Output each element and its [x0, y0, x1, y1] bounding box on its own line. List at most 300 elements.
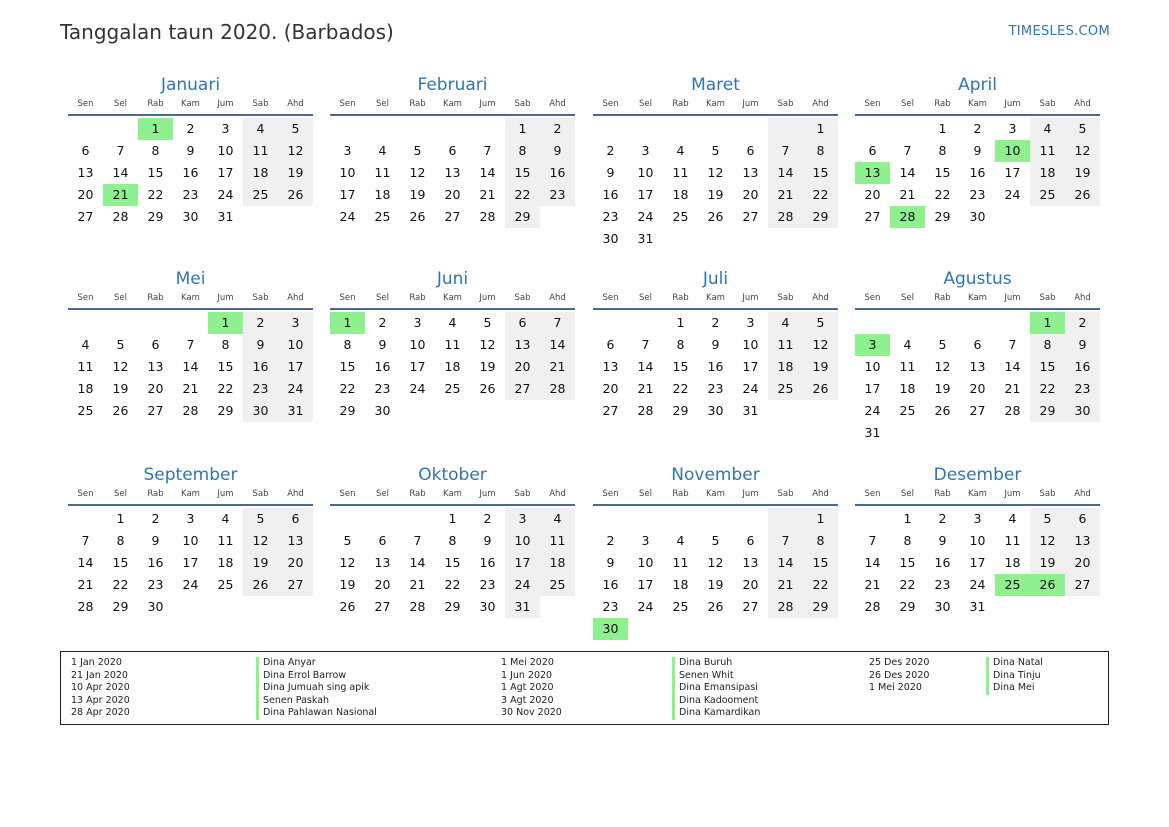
day-cell[interactable]: 29 [505, 206, 540, 228]
day-cell[interactable]: 6 [606, 337, 615, 352]
day-cell[interactable]: 27 [77, 209, 94, 224]
day-cell[interactable]: 15 [1030, 356, 1065, 378]
day-cell[interactable]: 24 [1004, 187, 1021, 202]
day-cell[interactable]: 14 [864, 555, 881, 570]
day-cell[interactable]: 10 [278, 334, 313, 356]
day-cell[interactable]: 10 [637, 165, 654, 180]
day-cell[interactable]: 27 [1065, 574, 1100, 596]
day-cell[interactable]: 26 [339, 599, 356, 614]
day-cell[interactable]: 20 [864, 187, 881, 202]
day-cell[interactable]: 7 [81, 533, 90, 548]
day-cell[interactable]: 19 [707, 187, 724, 202]
day-cell[interactable]: 11 [768, 334, 803, 356]
day-cell[interactable]: 13 [742, 555, 759, 570]
day-cell[interactable]: 30 [243, 400, 278, 422]
day-cell[interactable]: 17 [217, 165, 234, 180]
day-cell[interactable]: 11 [899, 359, 916, 374]
day-cell[interactable]: 31 [969, 599, 986, 614]
day-cell[interactable]: 7 [186, 337, 195, 352]
day-cell[interactable]: 19 [243, 552, 278, 574]
day-cell[interactable]: 28 [112, 209, 129, 224]
day-cell[interactable]: 10 [182, 533, 199, 548]
day-cell[interactable]: 19 [934, 381, 951, 396]
day-cell[interactable]: 18 [899, 381, 916, 396]
day-cell[interactable]: 31 [864, 425, 881, 440]
day-cell[interactable]: 1 [116, 511, 125, 526]
day-cell[interactable]: 24 [864, 403, 881, 418]
day-cell[interactable]: 29 [899, 599, 916, 614]
day-cell[interactable]: 11 [540, 530, 575, 552]
day-cell[interactable]: 23 [602, 209, 619, 224]
day-cell[interactable]: 25 [672, 599, 689, 614]
day-cell[interactable]: 31 [505, 596, 540, 618]
day-cell[interactable]: 21 [479, 187, 496, 202]
day-cell[interactable]: 12 [707, 555, 724, 570]
day-cell[interactable]: 6 [746, 143, 755, 158]
day-cell[interactable]: 31 [278, 400, 313, 422]
day-cell[interactable]: 30 [969, 209, 986, 224]
day-cell[interactable]: 30 [707, 403, 724, 418]
day-cell[interactable]: 22 [934, 187, 951, 202]
day-cell[interactable]: 6 [448, 143, 457, 158]
day-cell[interactable]: 18 [243, 162, 278, 184]
day-cell[interactable]: 28 [182, 403, 199, 418]
day-cell[interactable]: 5 [1030, 508, 1065, 530]
day-cell[interactable]: 12 [1030, 530, 1065, 552]
day-cell[interactable]: 17 [969, 555, 986, 570]
day-cell[interactable]: 22 [803, 574, 838, 596]
day-cell[interactable]: 4 [221, 511, 230, 526]
day-cell[interactable]: 14 [112, 165, 129, 180]
day-cell[interactable]: 8 [116, 533, 125, 548]
day-cell[interactable]: 25 [540, 574, 575, 596]
day-cell[interactable]: 5 [343, 533, 352, 548]
day-cell[interactable]: 5 [803, 312, 838, 334]
day-cell[interactable]: 11 [77, 359, 94, 374]
day-cell[interactable]: 3 [186, 511, 195, 526]
day-cell[interactable]: 22 [112, 577, 129, 592]
day-cell[interactable]: 16 [934, 555, 951, 570]
day-cell[interactable]: 2 [606, 533, 615, 548]
day-cell[interactable]: 3 [1008, 121, 1017, 136]
day-cell[interactable]: 17 [637, 577, 654, 592]
day-cell[interactable]: 31 [217, 209, 234, 224]
day-cell[interactable]: 3 [641, 143, 650, 158]
day-cell[interactable]: 6 [81, 143, 90, 158]
day-cell[interactable]: 21 [768, 574, 803, 596]
day-cell[interactable]: 10 [409, 337, 426, 352]
day-cell[interactable]: 8 [938, 143, 947, 158]
day-cell[interactable]: 14 [540, 334, 575, 356]
day-cell[interactable]: 16 [602, 187, 619, 202]
day-cell[interactable]: 30 [479, 599, 496, 614]
day-cell[interactable]: 9 [483, 533, 492, 548]
day-cell[interactable]: 7 [116, 143, 125, 158]
day-cell[interactable]: 15 [899, 555, 916, 570]
day-cell[interactable]: 22 [444, 577, 461, 592]
holiday-day-cell[interactable]: 26 [1030, 574, 1065, 596]
day-cell[interactable]: 24 [278, 378, 313, 400]
day-cell[interactable]: 26 [803, 378, 838, 400]
day-cell[interactable]: 14 [637, 359, 654, 374]
day-cell[interactable]: 13 [969, 359, 986, 374]
day-cell[interactable]: 19 [1065, 162, 1100, 184]
day-cell[interactable]: 7 [1008, 337, 1017, 352]
day-cell[interactable]: 20 [374, 577, 391, 592]
day-cell[interactable]: 27 [742, 209, 759, 224]
day-cell[interactable]: 7 [413, 533, 422, 548]
day-cell[interactable]: 24 [637, 209, 654, 224]
day-cell[interactable]: 26 [707, 209, 724, 224]
day-cell[interactable]: 21 [182, 381, 199, 396]
day-cell[interactable]: 12 [339, 555, 356, 570]
day-cell[interactable]: 3 [221, 121, 230, 136]
day-cell[interactable]: 19 [707, 577, 724, 592]
day-cell[interactable]: 4 [903, 337, 912, 352]
holiday-day-cell[interactable]: 21 [103, 184, 138, 206]
day-cell[interactable]: 7 [483, 143, 492, 158]
day-cell[interactable]: 14 [768, 162, 803, 184]
day-cell[interactable]: 11 [1004, 533, 1021, 548]
day-cell[interactable]: 29 [803, 596, 838, 618]
day-cell[interactable]: 18 [768, 356, 803, 378]
day-cell[interactable]: 13 [742, 165, 759, 180]
day-cell[interactable]: 26 [1065, 184, 1100, 206]
day-cell[interactable]: 9 [973, 143, 982, 158]
day-cell[interactable]: 10 [742, 337, 759, 352]
day-cell[interactable]: 11 [243, 140, 278, 162]
day-cell[interactable]: 23 [707, 381, 724, 396]
day-cell[interactable]: 2 [711, 315, 720, 330]
day-cell[interactable]: 1 [505, 118, 540, 140]
day-cell[interactable]: 10 [864, 359, 881, 374]
day-cell[interactable]: 16 [374, 359, 391, 374]
day-cell[interactable]: 11 [1030, 140, 1065, 162]
day-cell[interactable]: 23 [182, 187, 199, 202]
day-cell[interactable]: 25 [768, 378, 803, 400]
day-cell[interactable]: 27 [505, 378, 540, 400]
day-cell[interactable]: 26 [278, 184, 313, 206]
day-cell[interactable]: 22 [147, 187, 164, 202]
day-cell[interactable]: 21 [768, 184, 803, 206]
day-cell[interactable]: 14 [768, 552, 803, 574]
day-cell[interactable]: 1 [903, 511, 912, 526]
day-cell[interactable]: 6 [973, 337, 982, 352]
day-cell[interactable]: 8 [221, 337, 230, 352]
day-cell[interactable]: 8 [448, 533, 457, 548]
day-cell[interactable]: 20 [147, 381, 164, 396]
day-cell[interactable]: 16 [479, 555, 496, 570]
day-cell[interactable]: 7 [903, 143, 912, 158]
day-cell[interactable]: 4 [378, 143, 387, 158]
day-cell[interactable]: 18 [77, 381, 94, 396]
day-cell[interactable]: 28 [637, 403, 654, 418]
day-cell[interactable]: 4 [1030, 118, 1065, 140]
day-cell[interactable]: 23 [1065, 378, 1100, 400]
day-cell[interactable]: 2 [1065, 312, 1100, 334]
day-cell[interactable]: 19 [278, 162, 313, 184]
day-cell[interactable]: 22 [672, 381, 689, 396]
day-cell[interactable]: 26 [934, 403, 951, 418]
day-cell[interactable]: 9 [711, 337, 720, 352]
day-cell[interactable]: 23 [969, 187, 986, 202]
holiday-day-cell[interactable]: 1 [208, 312, 243, 334]
day-cell[interactable]: 6 [746, 533, 755, 548]
day-cell[interactable]: 15 [339, 359, 356, 374]
day-cell[interactable]: 24 [637, 599, 654, 614]
day-cell[interactable]: 27 [444, 209, 461, 224]
day-cell[interactable]: 2 [540, 118, 575, 140]
day-cell[interactable]: 16 [969, 165, 986, 180]
day-cell[interactable]: 12 [278, 140, 313, 162]
day-cell[interactable]: 10 [969, 533, 986, 548]
day-cell[interactable]: 2 [606, 143, 615, 158]
day-cell[interactable]: 3 [746, 315, 755, 330]
day-cell[interactable]: 8 [803, 530, 838, 552]
day-cell[interactable]: 8 [151, 143, 160, 158]
day-cell[interactable]: 15 [803, 552, 838, 574]
day-cell[interactable]: 16 [147, 555, 164, 570]
day-cell[interactable]: 2 [973, 121, 982, 136]
day-cell[interactable]: 15 [444, 555, 461, 570]
day-cell[interactable]: 9 [186, 143, 195, 158]
day-cell[interactable]: 8 [803, 140, 838, 162]
day-cell[interactable]: 25 [243, 184, 278, 206]
day-cell[interactable]: 11 [672, 165, 689, 180]
day-cell[interactable]: 18 [540, 552, 575, 574]
day-cell[interactable]: 15 [672, 359, 689, 374]
day-cell[interactable]: 17 [864, 381, 881, 396]
day-cell[interactable]: 19 [803, 356, 838, 378]
day-cell[interactable]: 30 [602, 231, 619, 246]
day-cell[interactable]: 25 [899, 403, 916, 418]
holiday-day-cell[interactable]: 1 [330, 312, 365, 334]
day-cell[interactable]: 15 [934, 165, 951, 180]
day-cell[interactable]: 29 [147, 209, 164, 224]
day-cell[interactable]: 20 [1065, 552, 1100, 574]
day-cell[interactable]: 28 [768, 206, 803, 228]
day-cell[interactable]: 2 [938, 511, 947, 526]
day-cell[interactable]: 15 [147, 165, 164, 180]
day-cell[interactable]: 4 [448, 315, 457, 330]
day-cell[interactable]: 28 [540, 378, 575, 400]
day-cell[interactable]: 3 [973, 511, 982, 526]
day-cell[interactable]: 5 [483, 315, 492, 330]
day-cell[interactable]: 18 [1004, 555, 1021, 570]
day-cell[interactable]: 3 [413, 315, 422, 330]
day-cell[interactable]: 19 [339, 577, 356, 592]
day-cell[interactable]: 1 [803, 118, 838, 140]
day-cell[interactable]: 18 [672, 187, 689, 202]
day-cell[interactable]: 18 [1030, 162, 1065, 184]
day-cell[interactable]: 24 [969, 577, 986, 592]
day-cell[interactable]: 20 [602, 381, 619, 396]
day-cell[interactable]: 16 [182, 165, 199, 180]
day-cell[interactable]: 12 [803, 334, 838, 356]
day-cell[interactable]: 8 [1030, 334, 1065, 356]
day-cell[interactable]: 6 [868, 143, 877, 158]
day-cell[interactable]: 30 [374, 403, 391, 418]
day-cell[interactable]: 15 [505, 162, 540, 184]
day-cell[interactable]: 15 [217, 359, 234, 374]
day-cell[interactable]: 10 [339, 165, 356, 180]
day-cell[interactable]: 29 [672, 403, 689, 418]
day-cell[interactable]: 10 [217, 143, 234, 158]
day-cell[interactable]: 26 [707, 599, 724, 614]
day-cell[interactable]: 24 [182, 577, 199, 592]
day-cell[interactable]: 11 [374, 165, 391, 180]
day-cell[interactable]: 16 [243, 356, 278, 378]
day-cell[interactable]: 11 [444, 337, 461, 352]
day-cell[interactable]: 21 [409, 577, 426, 592]
day-cell[interactable]: 23 [540, 184, 575, 206]
day-cell[interactable]: 8 [676, 337, 685, 352]
holiday-day-cell[interactable]: 28 [890, 206, 925, 228]
day-cell[interactable]: 4 [1008, 511, 1017, 526]
day-cell[interactable]: 3 [505, 508, 540, 530]
day-cell[interactable]: 20 [278, 552, 313, 574]
day-cell[interactable]: 31 [742, 403, 759, 418]
day-cell[interactable]: 4 [676, 533, 685, 548]
day-cell[interactable]: 29 [934, 209, 951, 224]
day-cell[interactable]: 24 [217, 187, 234, 202]
day-cell[interactable]: 26 [243, 574, 278, 596]
day-cell[interactable]: 20 [444, 187, 461, 202]
day-cell[interactable]: 17 [742, 359, 759, 374]
day-cell[interactable]: 5 [413, 143, 422, 158]
day-cell[interactable]: 18 [217, 555, 234, 570]
day-cell[interactable]: 22 [899, 577, 916, 592]
day-cell[interactable]: 25 [217, 577, 234, 592]
day-cell[interactable]: 9 [151, 533, 160, 548]
day-cell[interactable]: 14 [409, 555, 426, 570]
day-cell[interactable]: 14 [899, 165, 916, 180]
day-cell[interactable]: 14 [182, 359, 199, 374]
holiday-day-cell[interactable]: 30 [593, 618, 628, 640]
day-cell[interactable]: 4 [676, 143, 685, 158]
day-cell[interactable]: 25 [77, 403, 94, 418]
day-cell[interactable]: 30 [182, 209, 199, 224]
day-cell[interactable]: 5 [243, 508, 278, 530]
day-cell[interactable]: 25 [672, 209, 689, 224]
day-cell[interactable]: 6 [151, 337, 160, 352]
day-cell[interactable]: 21 [637, 381, 654, 396]
day-cell[interactable]: 1 [676, 315, 685, 330]
day-cell[interactable]: 13 [77, 165, 94, 180]
day-cell[interactable]: 4 [81, 337, 90, 352]
day-cell[interactable]: 23 [147, 577, 164, 592]
day-cell[interactable]: 19 [479, 359, 496, 374]
day-cell[interactable]: 28 [479, 209, 496, 224]
day-cell[interactable]: 29 [444, 599, 461, 614]
day-cell[interactable]: 8 [903, 533, 912, 548]
day-cell[interactable]: 15 [803, 162, 838, 184]
day-cell[interactable]: 20 [77, 187, 94, 202]
day-cell[interactable]: 21 [864, 577, 881, 592]
day-cell[interactable]: 17 [278, 356, 313, 378]
day-cell[interactable]: 25 [444, 381, 461, 396]
day-cell[interactable]: 30 [1065, 400, 1100, 422]
day-cell[interactable]: 21 [1004, 381, 1021, 396]
day-cell[interactable]: 12 [243, 530, 278, 552]
day-cell[interactable]: 17 [1004, 165, 1021, 180]
day-cell[interactable]: 12 [112, 359, 129, 374]
day-cell[interactable]: 4 [540, 508, 575, 530]
day-cell[interactable]: 14 [77, 555, 94, 570]
day-cell[interactable]: 18 [374, 187, 391, 202]
day-cell[interactable]: 17 [409, 359, 426, 374]
holiday-day-cell[interactable]: 1 [1030, 312, 1065, 334]
day-cell[interactable]: 19 [1030, 552, 1065, 574]
day-cell[interactable]: 5 [1065, 118, 1100, 140]
day-cell[interactable]: 24 [339, 209, 356, 224]
day-cell[interactable]: 13 [1065, 530, 1100, 552]
day-cell[interactable]: 27 [742, 599, 759, 614]
day-cell[interactable]: 5 [278, 118, 313, 140]
day-cell[interactable]: 4 [768, 312, 803, 334]
day-cell[interactable]: 5 [711, 143, 720, 158]
site-link[interactable]: TIMESLES.COM [1008, 24, 1110, 39]
day-cell[interactable]: 11 [672, 555, 689, 570]
holiday-day-cell[interactable]: 10 [995, 140, 1030, 162]
day-cell[interactable]: 7 [768, 530, 803, 552]
day-cell[interactable]: 28 [1004, 403, 1021, 418]
day-cell[interactable]: 9 [378, 337, 387, 352]
day-cell[interactable]: 20 [742, 187, 759, 202]
day-cell[interactable]: 20 [505, 356, 540, 378]
day-cell[interactable]: 29 [1030, 400, 1065, 422]
day-cell[interactable]: 14 [1004, 359, 1021, 374]
day-cell[interactable]: 2 [483, 511, 492, 526]
day-cell[interactable]: 16 [540, 162, 575, 184]
day-cell[interactable]: 2 [151, 511, 160, 526]
day-cell[interactable]: 29 [112, 599, 129, 614]
day-cell[interactable]: 6 [378, 533, 387, 548]
day-cell[interactable]: 23 [479, 577, 496, 592]
day-cell[interactable]: 13 [444, 165, 461, 180]
day-cell[interactable]: 27 [864, 209, 881, 224]
day-cell[interactable]: 18 [672, 577, 689, 592]
day-cell[interactable]: 12 [479, 337, 496, 352]
day-cell[interactable]: 27 [147, 403, 164, 418]
day-cell[interactable]: 22 [1030, 378, 1065, 400]
day-cell[interactable]: 5 [938, 337, 947, 352]
day-cell[interactable]: 17 [182, 555, 199, 570]
day-cell[interactable]: 27 [969, 403, 986, 418]
day-cell[interactable]: 2 [378, 315, 387, 330]
day-cell[interactable]: 9 [938, 533, 947, 548]
day-cell[interactable]: 26 [479, 381, 496, 396]
day-cell[interactable]: 27 [602, 403, 619, 418]
day-cell[interactable]: 11 [217, 533, 234, 548]
day-cell[interactable]: 12 [409, 165, 426, 180]
day-cell[interactable]: 17 [505, 552, 540, 574]
day-cell[interactable]: 30 [147, 599, 164, 614]
day-cell[interactable]: 24 [742, 381, 759, 396]
day-cell[interactable]: 22 [339, 381, 356, 396]
holiday-day-cell[interactable]: 1 [138, 118, 173, 140]
day-cell[interactable]: 7 [641, 337, 650, 352]
day-cell[interactable]: 23 [243, 378, 278, 400]
day-cell[interactable]: 25 [1030, 184, 1065, 206]
day-cell[interactable]: 17 [637, 187, 654, 202]
day-cell[interactable]: 16 [602, 577, 619, 592]
day-cell[interactable]: 24 [505, 574, 540, 596]
holiday-day-cell[interactable]: 13 [855, 162, 890, 184]
day-cell[interactable]: 23 [374, 381, 391, 396]
day-cell[interactable]: 2 [243, 312, 278, 334]
day-cell[interactable]: 20 [742, 577, 759, 592]
